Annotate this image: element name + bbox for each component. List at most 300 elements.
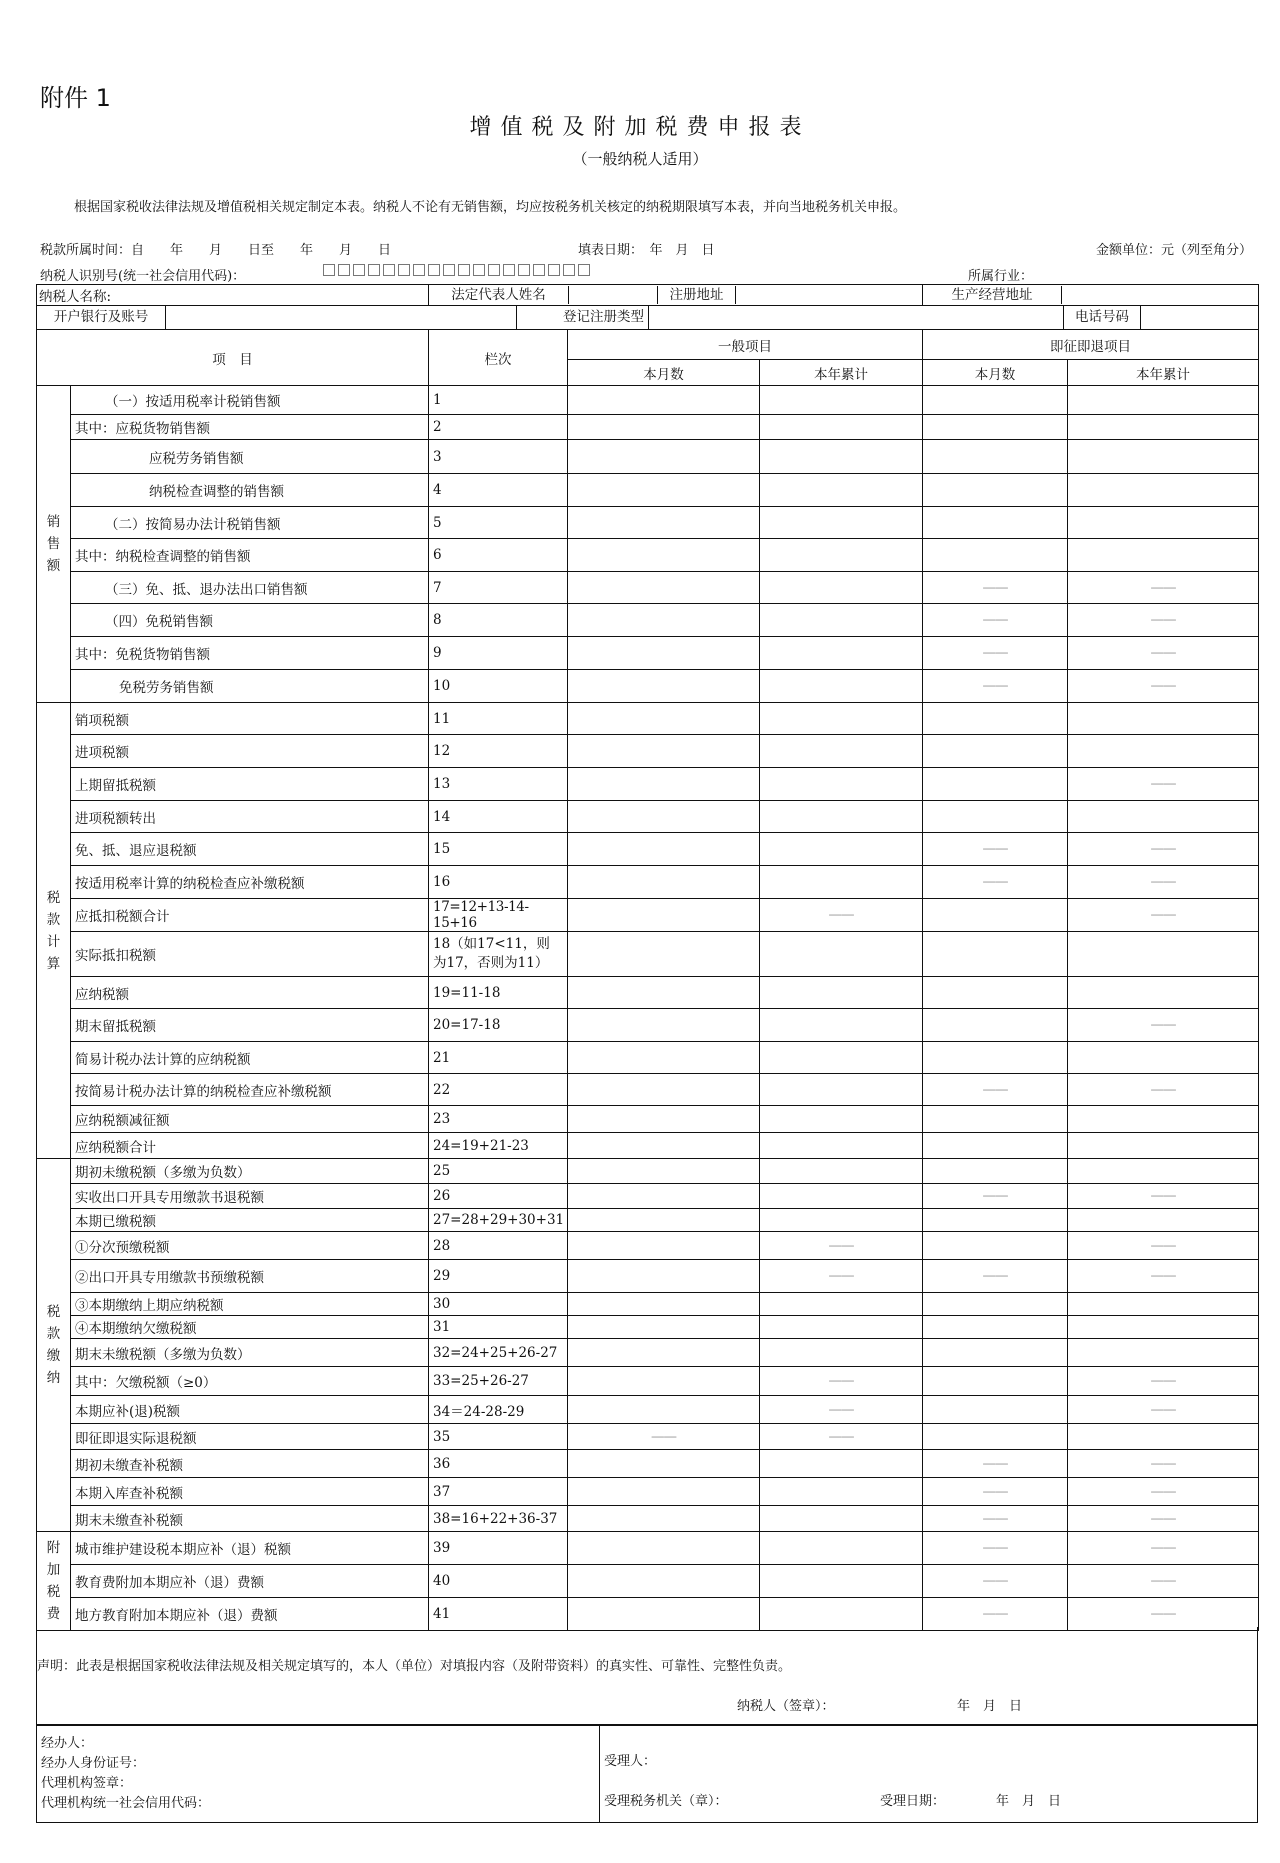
cell-immediate-month[interactable] — [923, 539, 1068, 572]
table-row — [37, 1565, 1259, 1598]
cell-general-ytd[interactable] — [760, 1316, 923, 1339]
table-row — [37, 932, 1259, 977]
table-row — [37, 977, 1259, 1009]
cell-immediate-ytd[interactable] — [1068, 386, 1259, 415]
id-digit-box[interactable] — [548, 264, 560, 276]
cell-general-month[interactable] — [568, 1316, 760, 1339]
cell-immediate-month-na: —— — [923, 670, 1068, 703]
cell-immediate-month-na: —— — [923, 1478, 1068, 1506]
cell-immediate-ytd-na: —— — [1068, 670, 1259, 703]
row-item-label: 进项税额 — [71, 735, 429, 768]
fill-date-label: 填表日期： 年 月 日 — [578, 243, 715, 258]
bank-field[interactable] — [166, 306, 517, 329]
row-item-label: （二）按简易办法计税销售额 — [71, 507, 429, 539]
cell-general-month[interactable] — [568, 866, 760, 899]
table-row — [37, 1042, 1259, 1074]
id-digit-box[interactable] — [398, 264, 410, 276]
cell-general-ytd[interactable] — [760, 386, 923, 415]
cell-immediate-ytd-na: —— — [1068, 768, 1259, 801]
row-item-label: 地方教育附加本期应补（退）费额 — [71, 1598, 429, 1631]
id-digit-box[interactable] — [338, 264, 350, 276]
cell-immediate-month[interactable] — [923, 1396, 1068, 1424]
row-item-label: 免、抵、退应退税额 — [71, 833, 429, 866]
cell-general-ytd[interactable] — [760, 637, 923, 670]
cell-immediate-ytd[interactable] — [1068, 1106, 1259, 1133]
table-row — [37, 735, 1259, 768]
cell-immediate-ytd-na: —— — [1068, 1532, 1259, 1565]
cell-immediate-month-na: —— — [923, 1074, 1068, 1106]
cell-immediate-ytd[interactable] — [1068, 507, 1259, 539]
cell-general-ytd[interactable] — [760, 703, 923, 735]
id-digit-box[interactable] — [353, 264, 365, 276]
cell-general-ytd[interactable] — [760, 1478, 923, 1506]
id-digit-box[interactable] — [533, 264, 545, 276]
row-item-label: 应纳税额合计 — [71, 1133, 429, 1159]
table-row — [37, 866, 1259, 899]
cell-immediate-month-na: —— — [923, 1506, 1068, 1532]
cell-general-month[interactable] — [568, 1106, 760, 1133]
row-item-label: 销项税额 — [71, 703, 429, 735]
cell-general-ytd-na: —— — [760, 1232, 923, 1260]
cell-immediate-ytd-na: —— — [1068, 1367, 1259, 1396]
header-general-ytd: 本年累计 — [760, 360, 923, 386]
cell-immediate-ytd[interactable] — [1068, 1339, 1259, 1367]
header-line-no: 栏次 — [429, 330, 568, 386]
attachment-label: 附件 1 — [40, 84, 111, 112]
agent-id-label[interactable]: 经办人身份证号： — [41, 1756, 146, 1771]
cell-general-ytd[interactable] — [760, 1009, 923, 1042]
table-row — [37, 1316, 1259, 1339]
cell-general-month[interactable] — [568, 1184, 760, 1209]
row-item-label: 实际抵扣税额 — [71, 932, 429, 977]
cell-general-ytd[interactable] — [760, 474, 923, 507]
taxpayer-id-boxes[interactable] — [323, 264, 590, 276]
cell-immediate-month[interactable] — [923, 1339, 1068, 1367]
cell-general-month[interactable] — [568, 932, 760, 977]
row-item-label: 本期入库查补税额 — [71, 1478, 429, 1506]
table-row — [37, 1339, 1259, 1367]
phone-field[interactable] — [1141, 306, 1258, 329]
id-digit-box[interactable] — [413, 264, 425, 276]
cell-immediate-month-na: —— — [923, 1598, 1068, 1631]
legal-rep-label: 法定代表人姓名 — [429, 286, 569, 304]
cell-immediate-ytd-na: —— — [1068, 637, 1259, 670]
reg-address-field[interactable] — [736, 286, 922, 304]
cell-general-month[interactable] — [568, 1367, 760, 1396]
header-general: 一般项目 — [568, 330, 923, 360]
cell-immediate-month[interactable] — [923, 1042, 1068, 1074]
header-row-1 — [37, 330, 1259, 360]
table-row — [37, 899, 1259, 932]
cell-immediate-month[interactable] — [923, 386, 1068, 415]
table-row — [37, 1209, 1259, 1232]
row-line-no: 6 — [429, 539, 568, 572]
cell-immediate-month[interactable] — [923, 1009, 1068, 1042]
table-row — [37, 507, 1259, 539]
table-row — [37, 1184, 1259, 1209]
id-digit-box[interactable] — [443, 264, 455, 276]
cell-immediate-ytd[interactable] — [1068, 1159, 1259, 1184]
cell-general-month[interactable] — [568, 1293, 760, 1316]
reg-address-label: 注册地址 — [658, 286, 736, 304]
row-line-no: 18（如17<11，则为17，否则为11） — [429, 932, 568, 977]
row-item-label: ③本期缴纳上期应纳税额 — [71, 1293, 429, 1316]
cell-general-ytd[interactable] — [760, 1450, 923, 1478]
table-row — [37, 1106, 1259, 1133]
cell-immediate-month[interactable] — [923, 768, 1068, 801]
row-line-no: 8 — [429, 604, 568, 637]
section-label-2: 税 款 计 算 — [37, 703, 71, 1159]
section-label-1: 销 售 额 — [37, 386, 71, 703]
cell-immediate-ytd[interactable] — [1068, 1316, 1259, 1339]
id-digit-box[interactable] — [428, 264, 440, 276]
cell-general-ytd[interactable] — [760, 1532, 923, 1565]
cell-immediate-ytd[interactable] — [1068, 1209, 1259, 1232]
cell-immediate-ytd-na: —— — [1068, 1598, 1259, 1631]
amount-unit-label: 金额单位：元（列至角分） — [1095, 243, 1252, 258]
cell-immediate-month[interactable] — [923, 735, 1068, 768]
cell-general-ytd[interactable] — [760, 415, 923, 440]
cell-immediate-ytd[interactable] — [1068, 415, 1259, 440]
cell-general-ytd[interactable] — [760, 1042, 923, 1074]
row-item-label: 其中：应税货物销售额 — [71, 415, 429, 440]
id-digit-box[interactable] — [563, 264, 575, 276]
taxpayer-sign-label[interactable]: 纳税人（签章）： — [737, 1699, 835, 1714]
row-item-label: （三）免、抵、退办法出口销售额 — [71, 572, 429, 604]
cell-general-ytd-na: —— — [760, 1396, 923, 1424]
id-digit-box[interactable] — [323, 264, 335, 276]
cell-general-ytd[interactable] — [760, 768, 923, 801]
row-line-no: 24=19+21-23 — [429, 1133, 568, 1159]
cell-general-ytd[interactable] — [760, 1506, 923, 1532]
cell-general-month[interactable] — [568, 539, 760, 572]
cell-general-ytd[interactable] — [760, 1339, 923, 1367]
cell-immediate-month[interactable] — [923, 932, 1068, 977]
row-line-no: 29 — [429, 1260, 568, 1293]
form-title: 增值税及附加税费申报表 — [469, 115, 811, 140]
biz-address-field[interactable] — [1062, 286, 1258, 304]
id-digit-box[interactable] — [368, 264, 380, 276]
cell-general-ytd[interactable] — [760, 1106, 923, 1133]
row-line-no: 16 — [429, 866, 568, 899]
cell-immediate-ytd[interactable] — [1068, 1293, 1259, 1316]
cell-general-month[interactable] — [568, 386, 760, 415]
cell-general-ytd[interactable] — [760, 1293, 923, 1316]
cell-general-ytd[interactable] — [760, 866, 923, 899]
cell-general-month[interactable] — [568, 1598, 760, 1631]
row-item-label: 实收出口开具专用缴款书退税额 — [71, 1184, 429, 1209]
section-label-4: 附 加 税 费 — [37, 1532, 71, 1631]
row-item-label: （一）按适用税率计税销售额 — [71, 386, 429, 415]
cell-general-month[interactable] — [568, 1260, 760, 1293]
cell-general-ytd[interactable] — [760, 440, 923, 474]
table-row — [37, 572, 1259, 604]
cell-general-ytd[interactable] — [760, 507, 923, 539]
id-digit-box[interactable] — [503, 264, 515, 276]
row-item-label: 本期已缴税额 — [71, 1209, 429, 1232]
cell-general-ytd[interactable] — [760, 1133, 923, 1159]
cell-general-month[interactable] — [568, 1396, 760, 1424]
cell-general-ytd[interactable] — [760, 539, 923, 572]
row-item-label: 纳税检查调整的销售额 — [71, 474, 429, 507]
cell-immediate-month[interactable] — [923, 1316, 1068, 1339]
row-item-label: 上期留抵税额 — [71, 768, 429, 801]
cell-immediate-month[interactable] — [923, 1106, 1068, 1133]
cell-general-month[interactable] — [568, 1042, 760, 1074]
taxpayer-name-cell[interactable] — [37, 285, 429, 306]
row-line-no: 1 — [429, 386, 568, 415]
legal-rep-field[interactable] — [569, 286, 658, 304]
table-row — [37, 1009, 1259, 1042]
row-line-no: 9 — [429, 637, 568, 670]
table-row — [37, 1133, 1259, 1159]
table-row — [37, 1478, 1259, 1506]
id-digit-box[interactable] — [488, 264, 500, 276]
row-line-no: 7 — [429, 572, 568, 604]
cell-immediate-ytd[interactable] — [1068, 539, 1259, 572]
info-row-2 — [37, 306, 1259, 330]
table-row — [37, 386, 1259, 415]
header-item: 项 目 — [37, 330, 429, 386]
cell-general-month[interactable] — [568, 703, 760, 735]
cell-general-ytd-na: —— — [760, 1260, 923, 1293]
cell-general-ytd[interactable] — [760, 1159, 923, 1184]
cell-general-month[interactable] — [568, 1159, 760, 1184]
table-row — [37, 1424, 1259, 1450]
agent-label[interactable]: 经办人： — [41, 1736, 94, 1751]
agency-code-label[interactable]: 代理机构统一社会信用代码： — [41, 1796, 211, 1811]
table-row — [37, 539, 1259, 572]
cell-general-month[interactable] — [568, 801, 760, 833]
row-item-label: 即征即退实际退税额 — [71, 1424, 429, 1450]
id-digit-box[interactable] — [518, 264, 530, 276]
declaration-table — [36, 284, 1259, 1631]
row-item-label: 应纳税额 — [71, 977, 429, 1009]
cell-general-month[interactable] — [568, 735, 760, 768]
cell-immediate-month-na: —— — [923, 604, 1068, 637]
taxpayer-id-label: 纳税人识别号(统一社会信用代码)： — [40, 269, 246, 284]
bank-label: 开户银行及账号 — [37, 306, 166, 329]
cell-immediate-month-na: —— — [923, 833, 1068, 866]
cell-immediate-ytd-na: —— — [1068, 1009, 1259, 1042]
row-item-label: 其中：免税货物销售额 — [71, 637, 429, 670]
cell-general-month[interactable] — [568, 1532, 760, 1565]
id-digit-box[interactable] — [458, 264, 470, 276]
cell-immediate-month-na: —— — [923, 1184, 1068, 1209]
cell-general-ytd[interactable] — [760, 1184, 923, 1209]
tax-office-label[interactable]: 受理税务机关（章）： — [604, 1794, 728, 1809]
table-row — [37, 1159, 1259, 1184]
cell-general-ytd[interactable] — [760, 572, 923, 604]
cell-immediate-month[interactable] — [923, 1424, 1068, 1450]
cell-general-ytd-na: —— — [760, 1424, 923, 1450]
section-label-3: 税 款 缴 纳 — [37, 1159, 71, 1532]
cell-general-ytd[interactable] — [760, 1209, 923, 1232]
intro-text: 根据国家税收法律法规及增值税相关规定制定本表。纳税人不论有无销售额，均应按税务机关核定的纳税期限填写本表，并向当地税务机关申报。 — [74, 200, 907, 215]
cell-immediate-ytd[interactable] — [1068, 474, 1259, 507]
cell-immediate-month-na: —— — [923, 1450, 1068, 1478]
cell-immediate-month[interactable] — [923, 703, 1068, 735]
table-row — [37, 474, 1259, 507]
cell-general-month[interactable] — [568, 1074, 760, 1106]
table-row — [37, 768, 1259, 801]
cell-general-ytd[interactable] — [760, 1565, 923, 1598]
accept-date-label: 受理日期： — [880, 1794, 946, 1809]
agency-seal-label[interactable]: 代理机构签章： — [41, 1776, 133, 1791]
cell-immediate-month[interactable] — [923, 1209, 1068, 1232]
row-item-label: 按简易计税办法计算的纳税检查应补缴税额 — [71, 1074, 429, 1106]
cell-general-month[interactable] — [568, 440, 760, 474]
cell-general-ytd[interactable] — [760, 932, 923, 977]
cell-immediate-ytd[interactable] — [1068, 801, 1259, 833]
cell-immediate-month-na: —— — [923, 572, 1068, 604]
row-item-label: 期初未缴查补税额 — [71, 1450, 429, 1478]
header-immediate: 即征即退项目 — [923, 330, 1259, 360]
cell-immediate-ytd[interactable] — [1068, 1133, 1259, 1159]
table-row — [37, 440, 1259, 474]
cell-general-month[interactable] — [568, 507, 760, 539]
cell-immediate-month[interactable] — [923, 977, 1068, 1009]
cell-immediate-ytd-na: —— — [1068, 604, 1259, 637]
cell-immediate-ytd[interactable] — [1068, 1042, 1259, 1074]
cell-immediate-month[interactable] — [923, 899, 1068, 932]
cell-general-month[interactable] — [568, 1450, 760, 1478]
cell-general-ytd[interactable] — [760, 735, 923, 768]
row-line-no: 35 — [429, 1424, 568, 1450]
table-row — [37, 1532, 1259, 1565]
row-line-no: 40 — [429, 1565, 568, 1598]
row-item-label: （四）免税销售额 — [71, 604, 429, 637]
cell-general-month[interactable] — [568, 768, 760, 801]
cell-immediate-month-na: —— — [923, 866, 1068, 899]
cell-immediate-ytd[interactable] — [1068, 1424, 1259, 1450]
biz-address-label: 生产经营地址 — [923, 286, 1062, 304]
cell-immediate-month[interactable] — [923, 1232, 1068, 1260]
header-general-month: 本月数 — [568, 360, 760, 386]
table-row — [37, 415, 1259, 440]
cell-immediate-ytd[interactable] — [1068, 703, 1259, 735]
row-line-no: 31 — [429, 1316, 568, 1339]
row-item-label: ④本期缴纳欠缴税额 — [71, 1316, 429, 1339]
row-item-label: ②出口开具专用缴款书预缴税额 — [71, 1260, 429, 1293]
row-line-no: 19=11-18 — [429, 977, 568, 1009]
cell-general-month[interactable] — [568, 670, 760, 703]
row-line-no: 11 — [429, 703, 568, 735]
receiver-label[interactable]: 受理人： — [604, 1754, 657, 1769]
row-line-no: 17=12+13-14-15+16 — [429, 899, 568, 932]
cell-general-month[interactable] — [568, 474, 760, 507]
cell-immediate-month[interactable] — [923, 1367, 1068, 1396]
table-row — [37, 1260, 1259, 1293]
table-row — [37, 703, 1259, 735]
accept-date-value: 年 月 日 — [996, 1794, 1062, 1809]
cell-general-ytd[interactable] — [760, 670, 923, 703]
cell-general-ytd[interactable] — [760, 1598, 923, 1631]
row-line-no: 36 — [429, 1450, 568, 1478]
row-line-no: 30 — [429, 1293, 568, 1316]
row-item-label: 其中：纳税检查调整的销售额 — [71, 539, 429, 572]
cell-immediate-month[interactable] — [923, 1293, 1068, 1316]
cell-general-month[interactable] — [568, 1209, 760, 1232]
cell-immediate-month-na: —— — [923, 1260, 1068, 1293]
cell-general-month[interactable] — [568, 604, 760, 637]
cell-immediate-month[interactable] — [923, 1133, 1068, 1159]
cell-general-month[interactable] — [568, 1339, 760, 1367]
cell-immediate-ytd[interactable] — [1068, 977, 1259, 1009]
row-line-no: 28 — [429, 1232, 568, 1260]
cell-general-month[interactable] — [568, 977, 760, 1009]
cell-immediate-month[interactable] — [923, 415, 1068, 440]
row-line-no: 3 — [429, 440, 568, 474]
cell-immediate-month[interactable] — [923, 801, 1068, 833]
table-row — [37, 1074, 1259, 1106]
cell-general-ytd[interactable] — [760, 833, 923, 866]
cell-immediate-month-na: —— — [923, 1565, 1068, 1598]
cell-general-month[interactable] — [568, 572, 760, 604]
cell-immediate-ytd-na: —— — [1068, 572, 1259, 604]
row-line-no: 13 — [429, 768, 568, 801]
footer-block — [36, 1725, 1258, 1823]
id-digit-box[interactable] — [578, 264, 590, 276]
cell-general-month[interactable] — [568, 1133, 760, 1159]
cell-general-ytd[interactable] — [760, 801, 923, 833]
cell-immediate-month[interactable] — [923, 507, 1068, 539]
tax-period-label: 税款所属时间：自 年 月 日至 年 月 日 — [40, 243, 392, 258]
cell-immediate-ytd[interactable] — [1068, 735, 1259, 768]
declaration-block — [36, 1627, 1258, 1725]
row-line-no: 12 — [429, 735, 568, 768]
cell-immediate-month[interactable] — [923, 474, 1068, 507]
cell-general-month[interactable] — [568, 1009, 760, 1042]
cell-immediate-ytd-na: —— — [1068, 866, 1259, 899]
row-line-no: 37 — [429, 1478, 568, 1506]
row-line-no: 26 — [429, 1184, 568, 1209]
row-item-label: 应税劳务销售额 — [71, 440, 429, 474]
cell-general-month[interactable] — [568, 1478, 760, 1506]
row-line-no: 39 — [429, 1532, 568, 1565]
id-digit-box[interactable] — [383, 264, 395, 276]
cell-general-month[interactable] — [568, 637, 760, 670]
cell-general-ytd[interactable] — [760, 977, 923, 1009]
cell-general-month[interactable] — [568, 833, 760, 866]
cell-general-month[interactable] — [568, 1232, 760, 1260]
cell-immediate-ytd[interactable] — [1068, 440, 1259, 474]
cell-general-ytd[interactable] — [760, 1074, 923, 1106]
cell-general-month[interactable] — [568, 1565, 760, 1598]
cell-general-month[interactable] — [568, 1506, 760, 1532]
reg-type-field[interactable] — [649, 306, 1064, 329]
header-immediate-ytd: 本年累计 — [1068, 360, 1259, 386]
table-row — [37, 670, 1259, 703]
row-line-no: 41 — [429, 1598, 568, 1631]
table-row — [37, 1232, 1259, 1260]
table-row — [37, 801, 1259, 833]
row-item-label: 免税劳务销售额 — [71, 670, 429, 703]
phone-label: 电话号码 — [1064, 306, 1141, 329]
cell-general-month[interactable] — [568, 899, 760, 932]
cell-immediate-month[interactable] — [923, 440, 1068, 474]
table-row — [37, 833, 1259, 866]
id-digit-box[interactable] — [473, 264, 485, 276]
cell-general-month[interactable] — [568, 415, 760, 440]
row-line-no: 2 — [429, 415, 568, 440]
taxpayer-name-label: 纳税人名称: — [39, 289, 112, 305]
cell-immediate-ytd-na: —— — [1068, 1396, 1259, 1424]
cell-immediate-month[interactable] — [923, 1159, 1068, 1184]
cell-general-ytd[interactable] — [760, 604, 923, 637]
cell-immediate-ytd[interactable] — [1068, 932, 1259, 977]
row-item-label: ①分次预缴税额 — [71, 1232, 429, 1260]
